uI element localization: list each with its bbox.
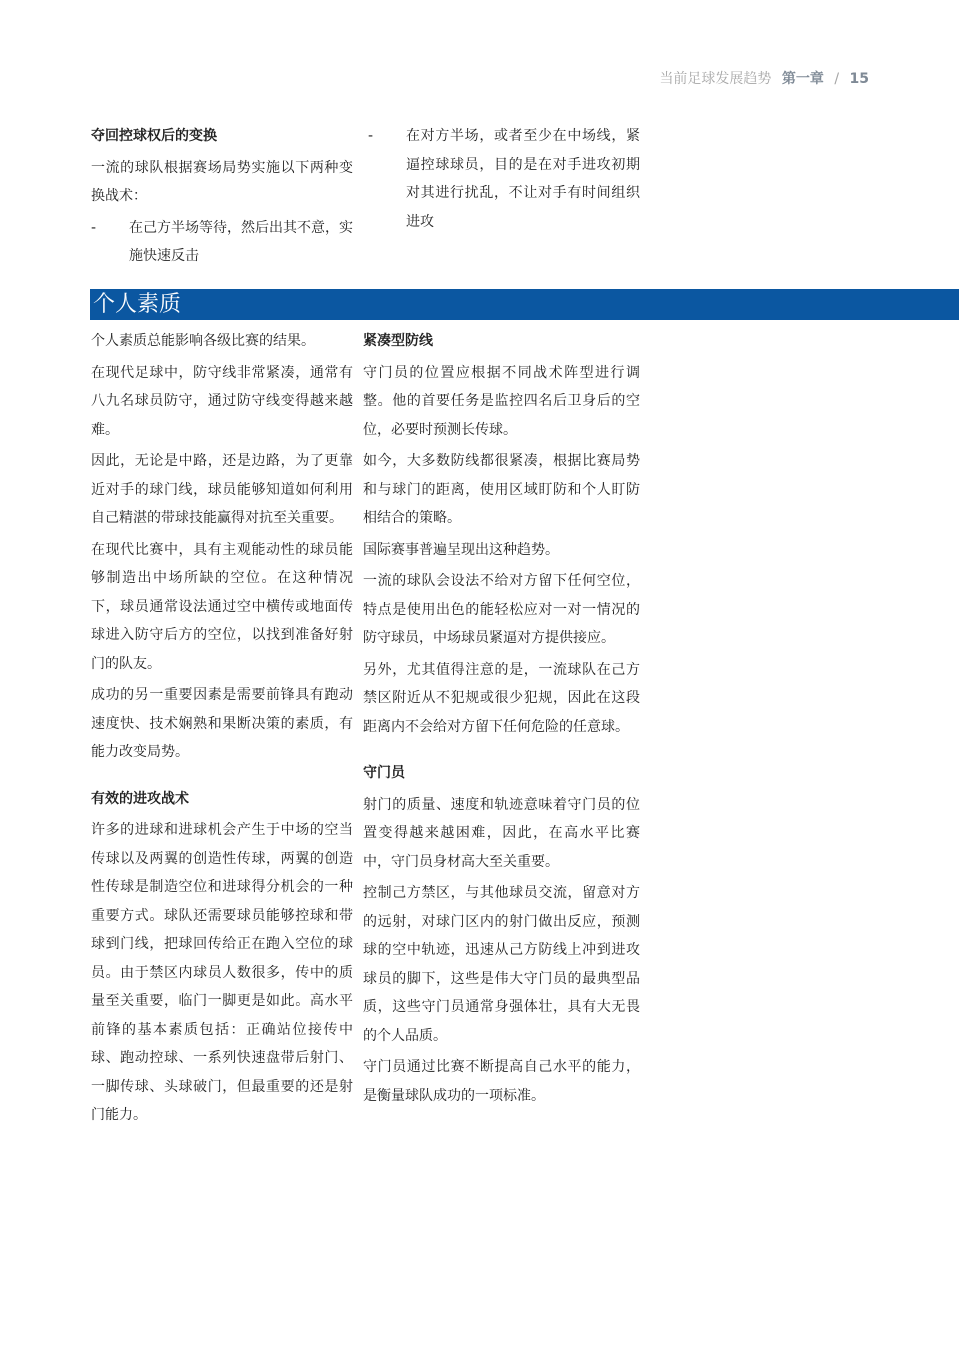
book-title: 当前足球发展趋势 bbox=[659, 71, 772, 87]
paragraph: 如今，大多数防线都很紧凑，根据比赛局势和与球门的距离，使用区域盯防和个人盯防相结合的策略。 bbox=[363, 453, 640, 526]
transition-intro: 一流的球队根据赛场局势实施以下两种变换战术： bbox=[91, 159, 353, 204]
paragraph: 一流的球队会设法不给对方留下任何空位，特点是使用出色的能轻松应对一对一情况的防守球员，中场球员紧逼对方提供接应。 bbox=[363, 573, 640, 646]
paragraph: 个人素质总能影响各级比赛的结果。 bbox=[91, 333, 315, 349]
paragraph: 国际赛事普遍呈现出这种趋势。 bbox=[363, 541, 559, 558]
defense-heading: 紧凑型防线 bbox=[363, 333, 433, 349]
paragraph: 另外，尤其值得注意的是，一流球队在己方禁区附近从不犯规或很少犯规，因此在这段距离内不会给对方留下任何危险的任意球。 bbox=[363, 661, 640, 735]
paragraph: 射门的质量、速度和轨迹意味着守门员的位置变得越来越困难，因此，在高水平比赛中，守门员身材高大至关重要。 bbox=[363, 796, 640, 870]
paragraph: 因此，无论是中路，还是边路，为了更靠近对手的球门线，球员能够知道如何利用自己精湛的带球技能赢得对抗至关重要。 bbox=[91, 453, 353, 526]
bullet-pressing bbox=[368, 122, 640, 236]
bullet-dash: - bbox=[368, 128, 374, 144]
paragraph: 在现代足球中，防守线非常紧凑，通常有八九名球员防守，通过防守线变得越来越难。 bbox=[91, 364, 353, 438]
paragraph: 控制己方禁区，与其他球员交流，留意对方的远射，对球门区内的射门做出反应，预测球的空中轨迹，迅速从己方防线上冲到进攻球员的脚下，这些是伟大守门员的最典型品质，这些守门员通常身强体壮，具有大无畏的个人品质。 bbox=[363, 885, 640, 1044]
right-column bbox=[363, 327, 640, 1110]
transition-heading: 夺回控球权后的变换 bbox=[91, 128, 217, 144]
bullet-pressing-text: 在对方半场，或者至少在中场线，紧逼控球球员，目的是在对手进攻初期对其进行扰乱，不让对手有时间组织进攻 bbox=[406, 128, 640, 230]
paragraph: 许多的进球和进球机会产生于中场的空当传球以及两翼的创造性传球，两翼的创造性传球是制造空位和进球得分机会的一种重要方式。球队还需要球员能够控球和带球到门线，把球回传给正在跑入空位的球员。由于禁区内球员人数很多，传中的质量至关重要，临门一脚更是如此。高水平前锋的基本素质包括：正确站位接传中球、跑动控球、一系列快速盘带后射门、一脚传球、头球破门，但最重要的还是射门能力。 bbox=[91, 822, 353, 1123]
bullet-counterattack bbox=[91, 214, 353, 271]
running-header bbox=[659, 68, 869, 88]
section-title: 个人素质 bbox=[93, 292, 182, 317]
paragraph: 守门员的位置应根据不同战术阵型进行调整。他的首要任务是监控四名后卫身后的空位，必要时预测长传球。 bbox=[363, 364, 640, 438]
header-separator: / bbox=[834, 71, 840, 87]
goalkeeper-heading: 守门员 bbox=[363, 765, 405, 781]
chapter-label: 第一章 bbox=[781, 71, 824, 87]
bullet-dash: - bbox=[91, 219, 97, 236]
page-number: 15 bbox=[849, 71, 869, 87]
paragraph: 守门员通过比赛不断提高自己水平的能力，是衡量球队成功的一项标准。 bbox=[363, 1059, 640, 1104]
paragraph: 成功的另一重要因素是需要前锋具有跑动速度快、技术娴熟和果断决策的素质，有能力改变局势。 bbox=[91, 687, 353, 760]
top-right-column bbox=[368, 122, 640, 236]
paragraph: 在现代比赛中，具有主观能动性的球员能够制造出中场所缺的空位。在这种情况下，球员通常设法通过空中横传或地面传球进入防守后方的空位，以找到准备好射门的队友。 bbox=[91, 541, 353, 672]
top-left-column bbox=[91, 122, 353, 271]
section-banner bbox=[90, 289, 959, 320]
bullet-counterattack-text: 在己方半场等待，然后出其不意，实施快速反击 bbox=[129, 219, 353, 264]
left-column bbox=[91, 327, 353, 1130]
attack-heading: 有效的进攻战术 bbox=[91, 790, 189, 807]
